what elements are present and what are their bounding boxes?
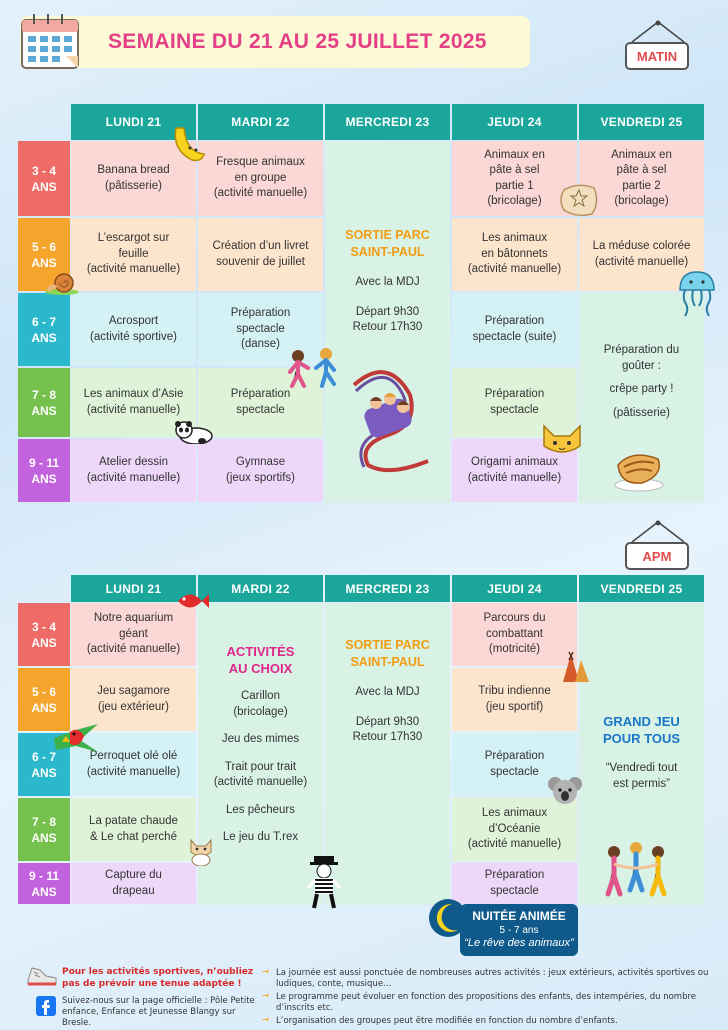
day-header: VENDREDI 25 — [579, 104, 704, 140]
day-header: VENDREDI 25 — [579, 575, 704, 602]
footer — [0, 958, 728, 1030]
dancing-kids-icon — [284, 348, 342, 390]
activity-cell: Perroquet olé olé (activité manuelle) — [71, 733, 196, 796]
day-header: LUNDI 21 — [71, 104, 196, 140]
day-header: JEUDI 24 — [452, 104, 577, 140]
sneaker-icon — [26, 962, 58, 988]
footer-notes — [262, 968, 717, 1029]
grand-jeu-quote: “Vendredi tout est permis” — [605, 762, 678, 790]
sign-string-icon — [628, 520, 688, 542]
activity-cell: Préparation spectacle (suite) — [452, 293, 577, 366]
crepe-line: (pâtisserie) — [613, 406, 670, 419]
age-range: 9 - 11 — [28, 455, 60, 470]
koala-icon — [548, 774, 582, 810]
activity-cell: Les animaux d’Asie (activité manuelle) — [71, 368, 196, 437]
kids-circle-icon — [600, 840, 674, 900]
activity-cell: Préparation spectacle — [452, 733, 577, 796]
choice-title: ACTIVITÉS AU CHOIX — [226, 644, 295, 676]
day-header: JEUDI 24 — [452, 575, 577, 602]
activity-cell: Jeu sagamore (jeu extérieur) — [71, 668, 196, 731]
facebook-icon[interactable] — [36, 996, 56, 1016]
starfish-dough-icon — [558, 182, 600, 218]
age-range: 7 - 8 — [31, 387, 56, 402]
footer-note: → La journée est aussi ponctuée de nombreuses autres activités : jeux extérieurs, activités sportives ou ludiques, conte, musique… — [262, 968, 717, 990]
age-label — [18, 368, 70, 437]
activity-cell: Préparation spectacle — [198, 368, 323, 437]
age-label — [18, 863, 70, 904]
age-unit: ANS — [31, 330, 57, 345]
age-range: 3 - 4 — [31, 619, 56, 634]
choice-item: Jeu des mimes — [221, 733, 300, 745]
cat-icon — [188, 836, 214, 866]
nuitee-ages: 5 - 7 ans — [499, 925, 539, 936]
nuitee-title: NUITÉE ANIMÉE — [472, 909, 566, 923]
sortie-title: SORTIE PARC SAINT-PAUL — [345, 228, 430, 259]
sport-warning: Pour les activités sportives, n’oubliez pas de prévoir une tenue adaptée ! — [62, 967, 254, 989]
age-label — [18, 141, 70, 216]
facebook-text: Suivez-nous sur la page officielle : Pôle Petite enfance, Enfance et Jeunesse Blangy sur Bresle. — [62, 996, 255, 1028]
crepe-line: crêpe party ! — [609, 383, 674, 395]
day-header: MARDI 22 — [198, 104, 323, 140]
activity-cell: Capture du drapeau — [71, 863, 196, 904]
activity-cell: L’escargot sur feuille (activité manuelle) — [71, 218, 196, 291]
banana-icon — [168, 120, 208, 164]
age-unit: ANS — [31, 635, 57, 650]
activity-cell: La méduse colorée (activité manuelle) — [579, 218, 704, 291]
age-label — [18, 798, 70, 861]
crepe-stack-icon — [612, 445, 666, 493]
sortie-detail: Avec la MDJ — [355, 686, 420, 698]
nuitee-theme: “Le rêve des animaux” — [464, 937, 574, 949]
sortie-parc-cell — [325, 603, 450, 905]
footer-note: → Le programme peut évoluer en fonction des propositions des enfants, des intempéries, du nombre d’inscrits etc. — [262, 992, 717, 1014]
roller-coaster-icon — [348, 365, 433, 475]
age-unit: ANS — [31, 471, 57, 486]
fish-icon — [174, 590, 210, 612]
day-header: MERCREDI 23 — [325, 104, 450, 140]
matin-sign: MATIN — [625, 42, 689, 70]
activity-cell: Animaux en pâte à sel partie 1 (bricolage) — [452, 141, 577, 216]
jellyfish-icon — [676, 270, 718, 320]
activity-cell: Parcours du combattant (motricité) — [452, 603, 577, 666]
activity-cell: Fresque animaux en groupe (activité manuelle) — [198, 141, 323, 216]
day-header: LUNDI 21 — [71, 575, 196, 602]
age-unit: ANS — [31, 700, 57, 715]
grand-jeu-title: GRAND JEU POUR TOUS — [602, 714, 681, 746]
apm-sign: APM — [625, 542, 689, 570]
sign-string-icon — [628, 20, 688, 42]
snail-icon — [44, 270, 80, 296]
activity-cell: La patate chaude & Le chat perché — [71, 798, 196, 861]
age-label — [18, 603, 70, 666]
parrot-icon — [50, 722, 102, 760]
age-range: 5 - 6 — [31, 684, 56, 699]
activity-cell: Préparation spectacle (danse) — [198, 293, 323, 366]
activity-cell: Banana bread (pâtisserie) — [71, 141, 196, 216]
page-title: SEMAINE DU 21 AU 25 JUILLET 2025 — [108, 30, 487, 53]
age-unit: ANS — [31, 884, 57, 899]
choice-item: Trait pour trait (activité manuelle) — [213, 760, 308, 788]
age-range: 6 - 7 — [31, 749, 56, 764]
activites-au-choix-cell — [198, 603, 323, 905]
age-unit: ANS — [31, 765, 57, 780]
footer-note: → L’organisation des groupes peut être modifiée en fonction du nombre d’enfants. — [262, 1016, 717, 1027]
age-unit: ANS — [31, 403, 57, 418]
activity-cell: Tribu indienne (jeu sportif) — [452, 668, 577, 731]
activity-cell: Création d’un livret souvenir de juillet — [198, 218, 323, 291]
sortie-title: SORTIE PARC SAINT-PAUL — [345, 638, 430, 669]
activity-cell: Préparation spectacle — [452, 863, 577, 904]
activity-cell: Origami animaux (activité manuelle) — [452, 439, 577, 502]
age-label — [18, 293, 70, 366]
calendar-icon — [14, 6, 90, 74]
age-unit: ANS — [31, 179, 57, 194]
activity-cell: Notre aquarium géant (activité manuelle) — [71, 603, 196, 666]
choice-item: Carillon (bricolage) — [233, 690, 288, 718]
mime-icon — [306, 856, 342, 910]
age-range: 9 - 11 — [28, 868, 60, 883]
age-range: 7 - 8 — [31, 814, 56, 829]
age-range: 3 - 4 — [31, 163, 56, 178]
sortie-detail: Avec la MDJ — [355, 276, 420, 288]
activity-cell: Animaux en pâte à sel partie 2 (bricolage) — [579, 141, 704, 216]
day-header: MERCREDI 23 — [325, 575, 450, 602]
age-unit: ANS — [31, 255, 57, 270]
activity-cell: Atelier dessin (activité manuelle) — [71, 439, 196, 502]
teepee-icon — [555, 648, 591, 684]
age-label — [18, 439, 70, 502]
panda-icon — [174, 420, 214, 444]
activity-cell: Les animaux en bâtonnets (activité manuelle) — [452, 218, 577, 291]
activity-cell: Gymnase (jeux sportifs) — [198, 439, 323, 502]
choice-item: Les pêcheurs — [225, 803, 296, 816]
age-range: 5 - 6 — [31, 239, 56, 254]
sortie-schedule: Départ 9h30 Retour 17h30 — [352, 715, 423, 743]
cat-origami-icon — [540, 422, 584, 458]
age-unit: ANS — [31, 830, 57, 845]
activity-cell: Préparation spectacle — [452, 368, 577, 437]
activity-cell: Les animaux d’Océanie (activité manuelle) — [452, 798, 577, 861]
activity-cell: Acrosport (activité sportive) — [71, 293, 196, 366]
crepe-line: Préparation du goûter : — [603, 344, 680, 372]
nuitee-animee-badge — [460, 904, 578, 956]
choice-item: Le jeu du T.rex — [222, 831, 299, 843]
day-header: MARDI 22 — [198, 575, 323, 602]
sortie-schedule: Départ 9h30 Retour 17h30 — [352, 305, 423, 333]
age-range: 6 - 7 — [31, 314, 56, 329]
